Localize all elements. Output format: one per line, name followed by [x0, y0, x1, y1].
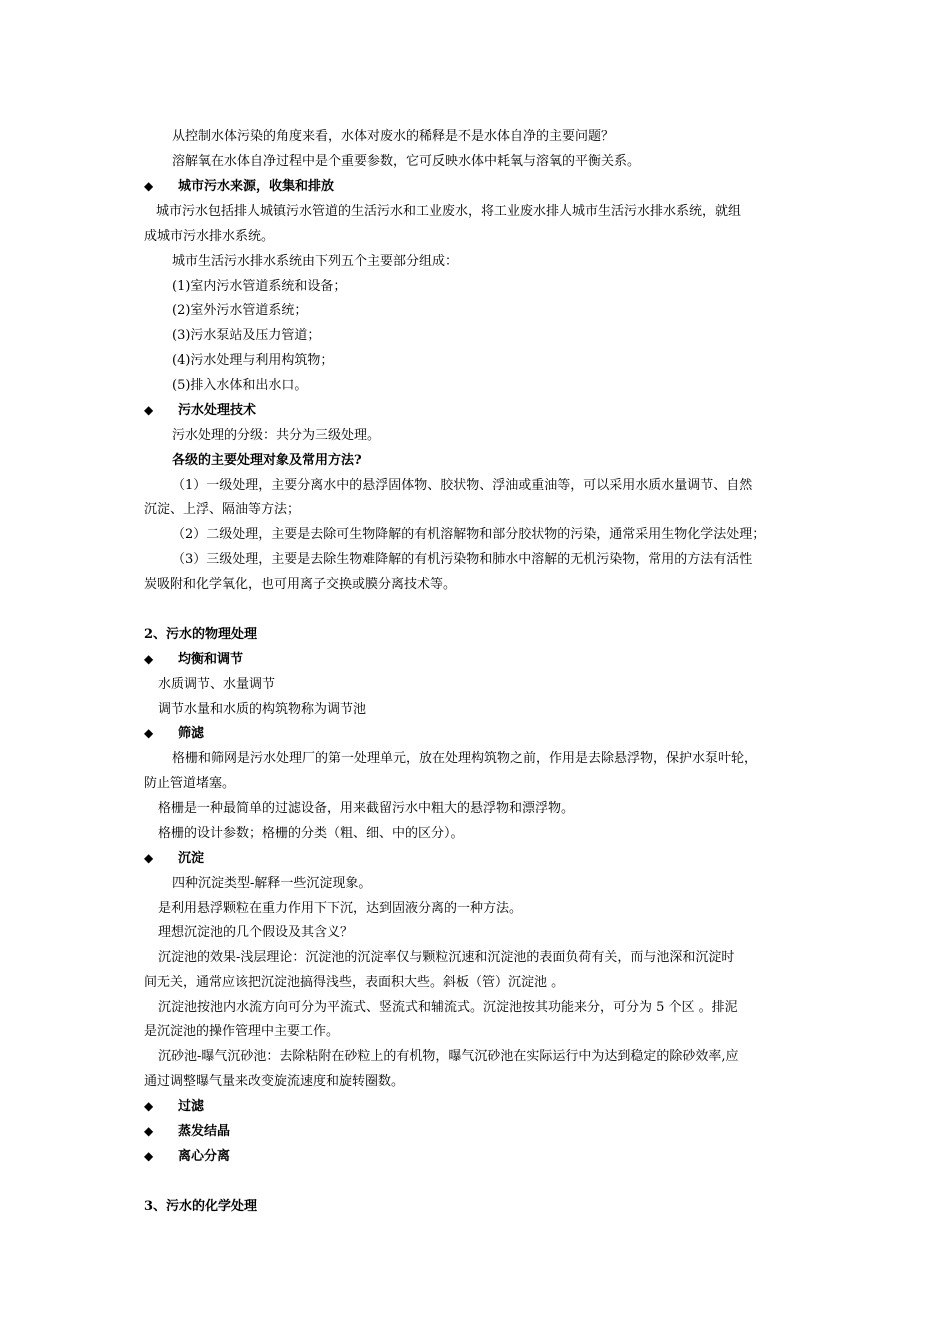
chapter-heading: 3、污水的化学处理	[144, 1199, 258, 1214]
paragraph-line: 是利用悬浮颗粒在重力作用下下沉，达到固液分离的一种方法。	[158, 901, 523, 916]
list-item: (1)室内污水管道系统和设备；	[172, 279, 347, 294]
paragraph-line: 溶解氧在水体自净过程中是个重要参数，它可反映水体中耗氧与溶氧的平衡关系。	[172, 154, 641, 169]
section-heading: 污水处理技术	[178, 403, 257, 418]
paragraph-line: （2）二级处理，主要是去除可生物降解的有机溶解物和部分胶状物的污染，通常采用生物化学法处理；	[172, 527, 766, 542]
paragraph-line: 防止管道堵塞。	[144, 776, 236, 791]
paragraph-line: （3）三级处理，主要是去除生物难降解的有机污染物和肺水中溶解的无机污染物，常用的方法有活性	[172, 552, 753, 567]
paragraph-line: 从控制水体污染的角度来看，水体对废水的稀释是不是水体自净的主要问题？	[172, 129, 615, 144]
paragraph-line: 四种沉淀类型-解释一些沉淀现象。	[172, 876, 372, 891]
section-heading: 筛滤	[178, 726, 205, 741]
paragraph-line: （1）一级处理，主要分离水中的悬浮固体物、胶状物、浮油或重油等，可以采用水质水量调节、自然	[172, 478, 753, 493]
paragraph-line: 是沉淀池的操作管理中主要工作。	[144, 1024, 340, 1039]
list-item: (4)污水处理与利用构筑物；	[172, 353, 334, 368]
paragraph-line: 理想沉淀池的几个假设及其含义？	[158, 925, 354, 940]
paragraph-line: 格栅是一种最简单的过滤设备，用来截留污水中粗大的悬浮物和漂浮物。	[158, 801, 575, 816]
paragraph-line: 污水处理的分级：共分为三级处理。	[172, 428, 381, 443]
list-item: (3)污水泵站及压力管道；	[172, 328, 321, 343]
chapter-heading: 2、污水的物理处理	[144, 627, 258, 642]
diamond-bullet-icon: ◆	[144, 851, 154, 865]
section-heading: 城市污水来源，收集和排放	[178, 179, 335, 194]
diamond-bullet-icon: ◆	[144, 726, 154, 740]
section-heading: 蒸发结晶	[178, 1124, 231, 1139]
paragraph-line: 调节水量和水质的构筑物称为调节池	[158, 702, 367, 717]
diamond-bullet-icon: ◆	[144, 1124, 154, 1138]
paragraph-line: 炭吸附和化学氧化，也可用离子交换或膜分离技术等。	[144, 577, 457, 592]
diamond-bullet-icon: ◆	[144, 179, 154, 193]
paragraph-line: 沉淀池按池内水流方向可分为平流式、竖流式和辅流式。沉淀池按其功能来分，可分为 5 个区 。排泥	[158, 1000, 738, 1015]
paragraph-line: 格栅和筛网是污水处理厂的第一处理单元，放在处理构筑物之前，作用是去除悬浮物，保护水泵叶轮，	[172, 751, 758, 766]
diamond-bullet-icon: ◆	[144, 1099, 154, 1113]
section-heading: 沉淀	[178, 851, 205, 866]
section-heading: 过滤	[178, 1099, 205, 1114]
section-heading: 均衡和调节	[178, 652, 244, 667]
section-heading: 离心分离	[178, 1149, 231, 1164]
paragraph-line: 沉淀池的效果-浅层理论：沉淀池的沉淀率仅与颗粒沉速和沉淀池的表面负荷有关，而与池深和沉淀时	[158, 950, 735, 965]
list-item: (2)室外污水管道系统；	[172, 303, 308, 318]
diamond-bullet-icon: ◆	[144, 1149, 154, 1163]
diamond-bullet-icon: ◆	[144, 403, 154, 417]
paragraph-line: 城市污水包括排人城镇污水管道的生活污水和工业废水，将工业废水排人城市生活污水排水系统，就组	[156, 204, 742, 219]
diamond-bullet-icon: ◆	[144, 652, 154, 666]
paragraph-line: 格栅的设计参数；格栅的分类（粗、细、中的区分）。	[158, 826, 464, 841]
paragraph-line: 沉砂池-曝气沉砂池：去除粘附在砂粒上的有机物，曝气沉砂池在实际运行中为达到稳定的除砂效率,应	[158, 1049, 739, 1064]
paragraph-line: 间无关，通常应该把沉淀池搞得浅些，表面积大些。斜板（管）沉淀池 。	[144, 975, 565, 990]
sub-heading: 各级的主要处理对象及常用方法?	[172, 453, 362, 468]
paragraph-line: 沉淀、上浮、隔油等方法；	[144, 502, 301, 517]
paragraph-line: 水质调节、水量调节	[158, 677, 276, 692]
paragraph-line: 通过调整曝气量来改变旋流速度和旋转圈数。	[144, 1074, 405, 1089]
list-item: (5)排入水体和出水口。	[172, 378, 308, 393]
paragraph-line: 成城市污水排水系统。	[144, 229, 275, 244]
paragraph-line: 城市生活污水排水系统由下列五个主要部分组成：	[172, 254, 459, 269]
